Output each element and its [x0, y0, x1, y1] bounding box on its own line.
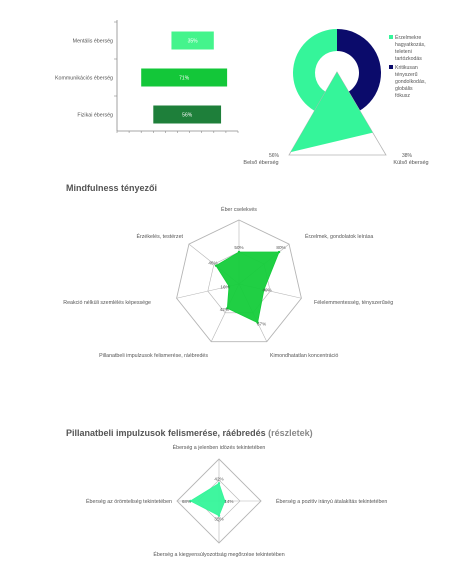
radar-value-label: 40% [262, 287, 272, 293]
radar-axis-label: Éberség a kiegyensúlyozottság megőrzése tekintetében [153, 552, 285, 558]
radar-value-label: 42% [214, 476, 224, 482]
radar-value-label: 16% [220, 284, 230, 290]
radar-point [238, 251, 240, 253]
legend-label: Érzelmekre [395, 35, 422, 41]
bar-category-label: Kommunikációs éberség [55, 75, 113, 82]
radar-axis-label: Külső éberség [393, 160, 429, 166]
legend-label: tényszerű [395, 72, 418, 78]
radar-point [278, 251, 280, 253]
radar-axis-label: Félelemmentesség, tényszerűség [314, 300, 394, 306]
radar-value-label: 50% [234, 245, 244, 250]
radar-value-label: 80% [276, 245, 286, 251]
legend-swatch [389, 35, 393, 39]
section-title-impulses [66, 428, 313, 438]
radar-value-label: 38% [401, 153, 413, 159]
section-title-impulses-main: Pillanatbeli impulzusok felismerése, ráébredés [66, 428, 266, 438]
radar-axis-label: Éberség az örömteliség tekintetében [86, 499, 172, 505]
radar-point [218, 482, 220, 484]
radar-value-label: 56% [268, 153, 280, 159]
radar-chart-mindfulness [63, 206, 393, 359]
legend-label: fókusz [395, 93, 410, 99]
legend-label: globális [395, 86, 413, 92]
radar-axis-label: Éber cselekvés [221, 207, 257, 213]
radar-axis-label: Reakció nélküli szemlélés képessége [63, 300, 151, 306]
radar-axis-label: Belső éberség [243, 160, 279, 166]
bar-category-label: Mentális éberség [72, 38, 113, 45]
legend-label: hagyatkozás, [395, 42, 426, 48]
radar-value-label: 67% [257, 321, 267, 327]
legend-label: tartózkodás [395, 56, 422, 62]
radar-axis-label: Pillanatbeli impulzusok felismerése, ráébredés [99, 353, 208, 359]
bar-category-label: Fizikai éberség [77, 112, 113, 119]
radar-axis-label: Éberség a pozitív irányú átalakítás tekintetében [276, 499, 388, 505]
section-title-mindfulness: Mindfulness tényezői [66, 183, 158, 193]
bar-value-label: 56% [182, 112, 193, 119]
radar-value-label: 68% [181, 499, 192, 504]
radar-axis-label: Kimondhatatlan koncentráció [270, 353, 339, 359]
bar-chart [55, 22, 238, 133]
bar-value-label: 71% [179, 75, 190, 82]
legend-label: gondolkodás, [395, 79, 426, 85]
bar-value-label: 35% [187, 38, 198, 45]
radar-axis-label: Érzékelés, testérzet [136, 234, 183, 240]
section-title-impulses-sub: (részletek) [268, 428, 313, 438]
radar-value-label: 46% [208, 260, 218, 266]
legend-label: teleteni [395, 49, 412, 55]
radar-chart-impulses [86, 444, 387, 558]
radar-axis-label: Éberség a jelenben idözés tekintetében [172, 445, 266, 451]
radar-value-label: 42% [219, 307, 229, 313]
radar-value-label: 14% [224, 499, 234, 504]
radar-value-label: 35% [214, 516, 224, 522]
legend-label: Kritikusan [395, 65, 418, 71]
legend-swatch [389, 65, 393, 69]
radar-axis-label: Érzelmek, gondolatok leírása [305, 234, 374, 240]
donut-chart [293, 29, 426, 117]
